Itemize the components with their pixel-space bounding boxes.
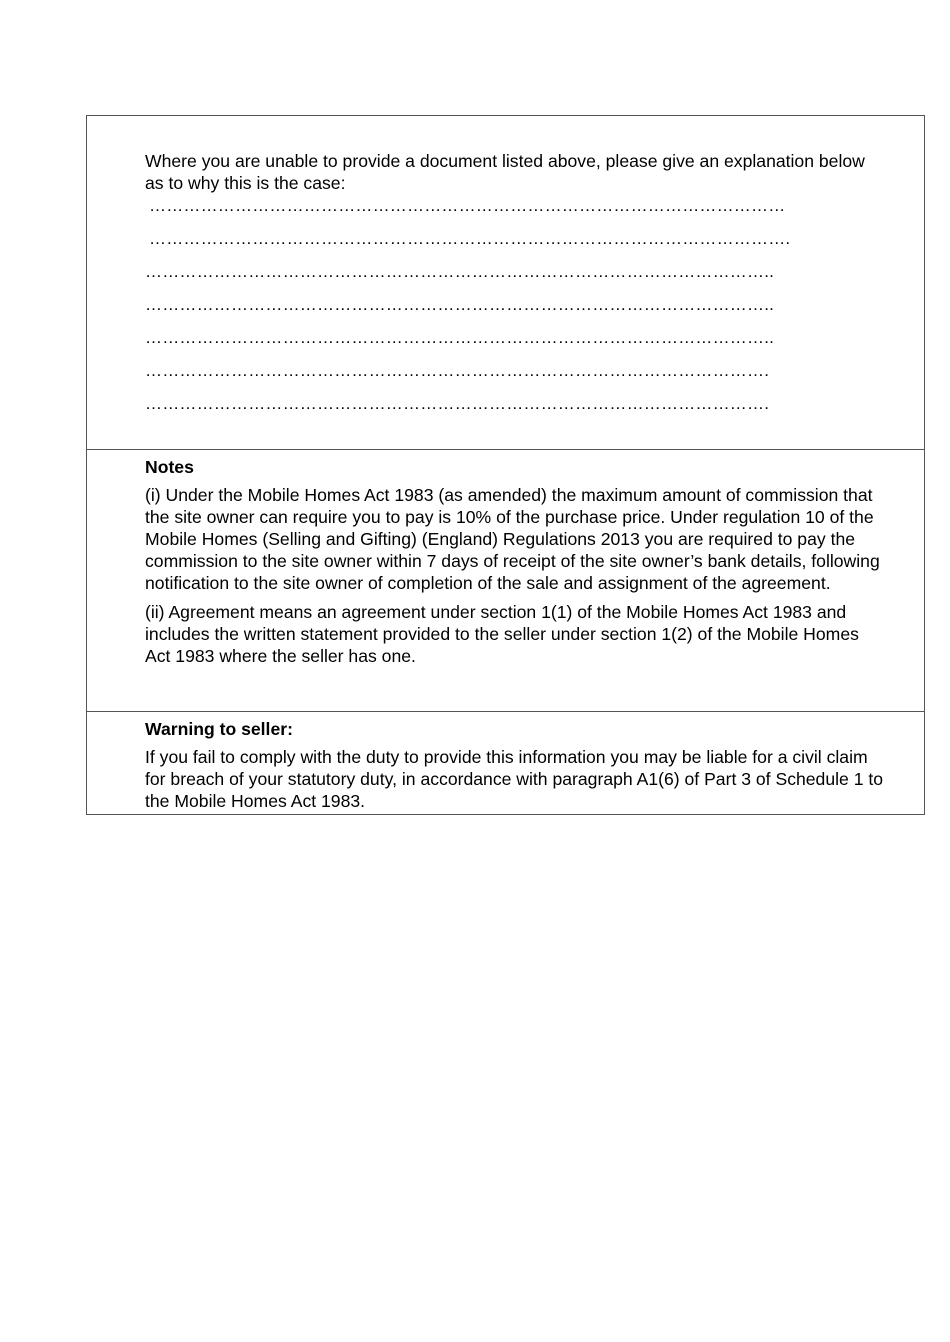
explanation-line-3[interactable]: ……………………………………………………………………………………………….. [145, 262, 775, 281]
explanation-line-6[interactable]: ………………………………………………………………………………………………. [145, 361, 770, 380]
explanation-line-4[interactable]: ……………………………………………………………………………………………….. [145, 295, 775, 314]
explanation-prompt: Where you are unable to provide a document listed above, please give an explanation below as to why this is the case: [145, 151, 865, 193]
warning-text: If you fail to comply with the duty to provide this information you may be liable for a civil claim for breach of your statutory duty, in accordance with paragraph A1(6) of Part 3 of Schedule 1 to the Mobile Homes Act 1983. [145, 747, 884, 811]
explanation-section [87, 116, 924, 449]
explanation-line-1[interactable]: ………………………………………………………………………………………………… [149, 196, 786, 215]
form-box [86, 115, 925, 815]
warning-section [87, 711, 924, 814]
notes-paragraph-2: (ii) Agreement means an agreement under section 1(1) of the Mobile Homes Act 1983 and includes the written statement provided to the seller under section 1(2) of the Mobile Homes Act 1983 where the seller has one. [145, 602, 859, 666]
explanation-line-5[interactable]: ……………………………………………………………………………………………….. [145, 328, 775, 347]
explanation-line-7[interactable]: ………………………………………………………………………………………………. [145, 394, 770, 413]
explanation-line-2[interactable]: …………………………………………………………………………………………………. [149, 229, 791, 248]
notes-heading: Notes [145, 457, 194, 477]
warning-heading: Warning to seller: [145, 719, 293, 739]
notes-section [87, 449, 924, 711]
notes-paragraph-1: (i) Under the Mobile Homes Act 1983 (as amended) the maximum amount of commission that the site owner can require you to pay is 10% of the purchase price. Under regulation 10 of the Mobile Homes (Selling and Gifting) (England) Regulations 2013 you are required to pay the commission to the site owner within 7 days of receipt of the site owner’s bank details, following notification to the site owner of completion of the sale and assignment of the agreement. [145, 485, 880, 593]
